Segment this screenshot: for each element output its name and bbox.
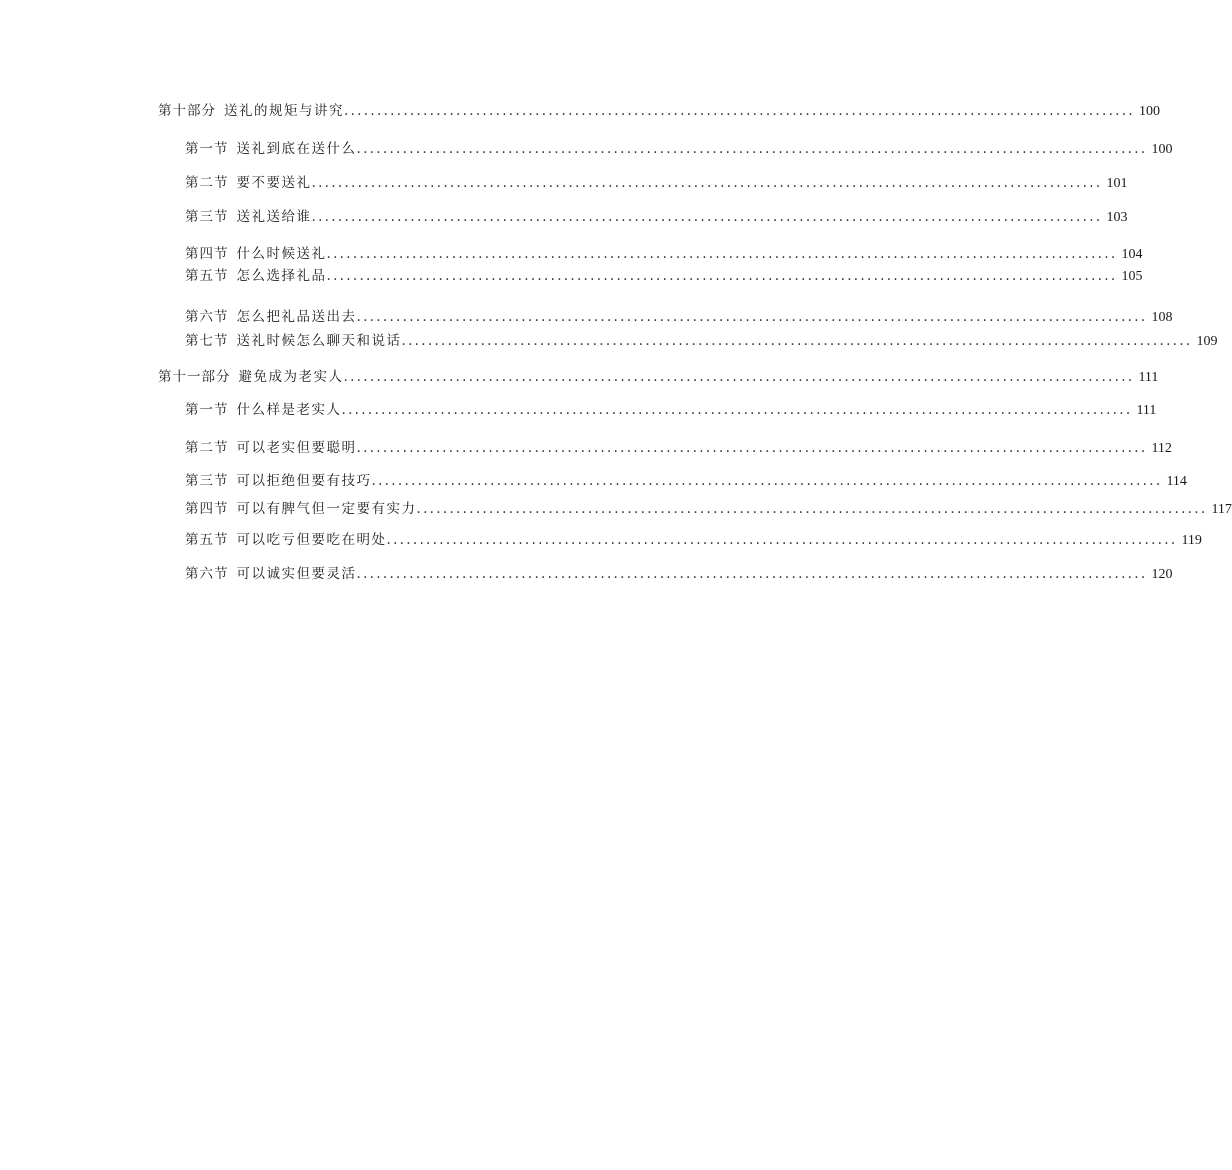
toc-leader: ........................................................................................................................ xyxy=(356,440,1148,456)
toc-page: 117 xyxy=(1211,502,1232,517)
toc-leader: ........................................................................................................................ xyxy=(401,333,1193,349)
toc-page: 111 xyxy=(1138,370,1159,385)
toc-label: 第一节 xyxy=(185,141,229,157)
toc-label: 第四节 xyxy=(185,501,229,517)
toc-entry[interactable] xyxy=(185,306,1173,328)
toc-page: 120 xyxy=(1151,567,1173,582)
toc-title: 什么时候送礼 xyxy=(236,246,327,262)
toc-title: 可以拒绝但要有技巧 xyxy=(236,473,372,489)
toc-leader: ........................................................................................................................ xyxy=(311,209,1103,225)
toc-entry[interactable] xyxy=(185,470,1187,492)
toc-label: 第二节 xyxy=(185,440,229,456)
toc-title: 送礼到底在送什么 xyxy=(236,141,357,157)
toc-entry[interactable] xyxy=(185,206,1128,228)
toc-title: 怎么选择礼品 xyxy=(236,268,327,284)
toc-entry[interactable] xyxy=(185,243,1143,265)
toc-label: 第十部分 xyxy=(158,103,216,119)
toc-page: 101 xyxy=(1106,176,1128,191)
toc-leader: ........................................................................................................................ xyxy=(356,566,1148,582)
toc-entry[interactable] xyxy=(185,330,1218,352)
toc-title: 送礼送给谁 xyxy=(236,209,312,225)
toc-label: 第五节 xyxy=(185,532,229,548)
toc-page: 119 xyxy=(1181,533,1202,548)
toc-page: 100 xyxy=(1138,104,1160,119)
toc-leader: ........................................................................................................................ xyxy=(416,501,1208,517)
toc-title: 送礼的规矩与讲究 xyxy=(224,103,344,119)
toc-page: 105 xyxy=(1121,269,1143,284)
toc-entry[interactable] xyxy=(185,498,1232,520)
toc-title: 怎么把礼品送出去 xyxy=(236,309,357,325)
toc-page: 108 xyxy=(1151,310,1173,325)
toc-title: 可以老实但要聪明 xyxy=(236,440,357,456)
toc-page: 114 xyxy=(1166,474,1187,489)
toc-leader: ........................................................................................................................ xyxy=(311,175,1103,191)
toc-entry[interactable] xyxy=(185,138,1173,160)
toc-leader: ........................................................................................................................ xyxy=(386,532,1178,548)
toc-label: 第六节 xyxy=(185,309,229,325)
toc-title: 什么样是老实人 xyxy=(236,402,342,418)
toc-page: 112 xyxy=(1151,441,1172,456)
toc-entry[interactable] xyxy=(185,265,1143,287)
toc-title: 避免成为老实人 xyxy=(238,369,344,385)
toc-label: 第一节 xyxy=(185,402,229,418)
toc-page: 111 xyxy=(1136,403,1157,418)
toc-leader: ........................................................................................................................ xyxy=(344,103,1135,119)
toc-label: 第十一部分 xyxy=(158,369,231,385)
toc-label: 第四节 xyxy=(185,246,229,262)
toc-label: 第三节 xyxy=(185,473,229,489)
toc-label: 第六节 xyxy=(185,566,229,582)
toc-entry[interactable] xyxy=(185,529,1202,551)
toc-page: 100 xyxy=(1151,142,1173,157)
toc-title: 可以有脾气但一定要有实力 xyxy=(236,501,417,517)
toc-entry[interactable] xyxy=(185,563,1173,585)
toc-title: 可以诚实但要灵活 xyxy=(236,566,357,582)
toc-leader: ........................................................................................................................ xyxy=(326,246,1118,262)
toc-leader: ........................................................................................................................ xyxy=(356,141,1148,157)
toc-title: 可以吃亏但要吃在明处 xyxy=(236,532,387,548)
toc-entry[interactable] xyxy=(185,437,1172,459)
toc-leader: ........................................................................................................................ xyxy=(343,369,1135,385)
toc-leader: ........................................................................................................................ xyxy=(326,268,1118,284)
toc-leader: ........................................................................................................................ xyxy=(371,473,1163,489)
toc-label: 第三节 xyxy=(185,209,229,225)
toc-label: 第七节 xyxy=(185,333,229,349)
toc-leader: ........................................................................................................................ xyxy=(356,309,1148,325)
toc-label: 第五节 xyxy=(185,268,229,284)
toc-entry[interactable] xyxy=(185,399,1157,421)
toc-title: 要不要送礼 xyxy=(236,175,312,191)
toc-page: 103 xyxy=(1106,210,1128,225)
toc-entry-part-10[interactable] xyxy=(158,100,1160,122)
toc-entry[interactable] xyxy=(185,172,1128,194)
toc-entry-part-11[interactable] xyxy=(158,366,1159,388)
toc-title: 送礼时候怎么聊天和说话 xyxy=(236,333,402,349)
toc-page: 109 xyxy=(1196,334,1218,349)
toc-label: 第二节 xyxy=(185,175,229,191)
toc-leader: ........................................................................................................................ xyxy=(341,402,1133,418)
toc-page: 104 xyxy=(1121,247,1143,262)
